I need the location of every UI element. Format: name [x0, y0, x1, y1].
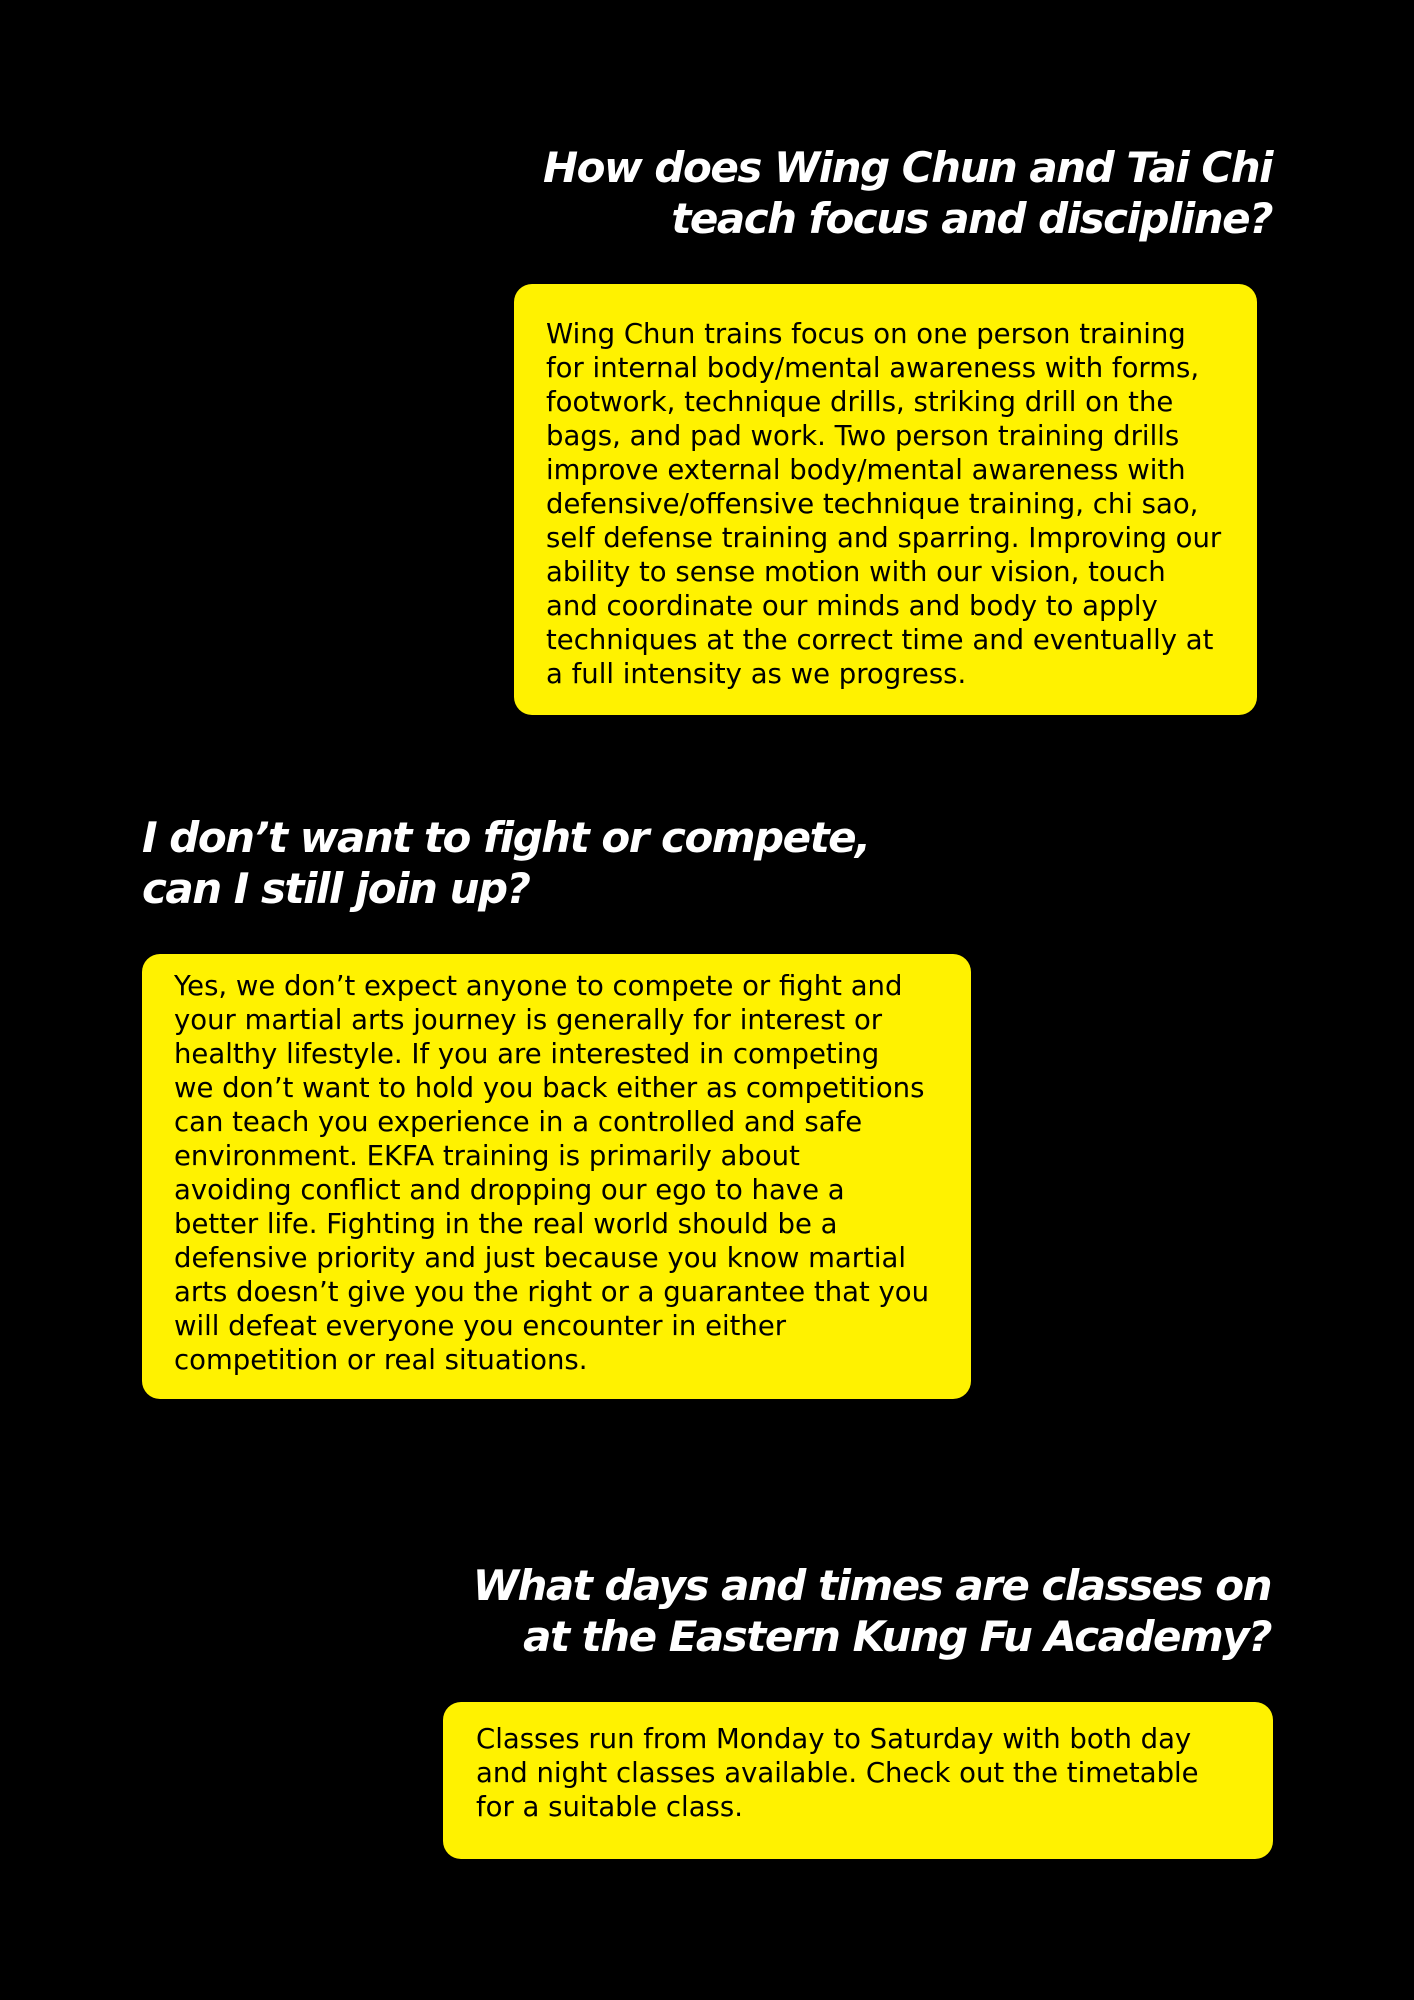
question-line: at the Eastern Kung Fu Academy? — [523, 1612, 1271, 1661]
question-line: How does Wing Chun and Tai Chi — [543, 143, 1272, 192]
answer-line: and night classes available. Check out the timetable — [476, 1757, 1199, 1789]
faq-question-class-times — [473, 1560, 1271, 1662]
answer-line: Yes, we don’t expect anyone to compete or fight and — [174, 970, 903, 1002]
answer-line: will defeat everyone you encounter in either — [174, 1310, 787, 1342]
faq-answer-focus-discipline — [514, 284, 1257, 715]
answer-line: bags, and pad work. Two person training drills — [546, 420, 1180, 452]
answer-line: Classes run from Monday to Saturday with both day — [476, 1723, 1192, 1755]
answer-line: ability to sense motion with our vision, touch — [546, 556, 1166, 588]
answer-line: your martial arts journey is generally for interest or — [174, 1004, 883, 1036]
answer-line: techniques at the correct time and eventually at — [546, 624, 1214, 656]
answer-line: better life. Fighting in the real world should be a — [174, 1208, 838, 1240]
question-line: I don’t want to fight or compete, — [142, 813, 870, 862]
answer-line: defensive/offensive technique training, chi sao, — [546, 488, 1199, 520]
answer-line: and coordinate our minds and body to apply — [546, 590, 1158, 622]
answer-line: avoiding conflict and dropping our ego to have a — [174, 1174, 845, 1206]
answer-line: improve external body/mental awareness with — [546, 454, 1186, 486]
answer-line: can teach you experience in a controlled and safe — [174, 1106, 863, 1138]
faq-answer-fight-compete — [142, 954, 971, 1399]
faq-question-focus-discipline — [543, 142, 1272, 244]
answer-line: for a suitable class. — [476, 1791, 743, 1823]
faq-answer-class-times — [443, 1702, 1273, 1859]
answer-line: environment. EKFA training is primarily about — [174, 1140, 800, 1172]
faq-question-fight-compete — [142, 812, 870, 914]
answer-line: a full intensity as we progress. — [546, 658, 967, 690]
question-line: What days and times are classes on — [472, 1561, 1271, 1610]
answer-line: healthy lifestyle. If you are interested in competing — [174, 1038, 880, 1070]
answer-line: defensive priority and just because you know martial — [174, 1242, 906, 1274]
answer-line: competition or real situations. — [174, 1344, 588, 1376]
answer-line: arts doesn’t give you the right or a guarantee that you — [174, 1276, 930, 1308]
answer-line: for internal body/mental awareness with forms, — [546, 352, 1200, 384]
answer-line: we don’t want to hold you back either as competitions — [174, 1072, 925, 1104]
question-line: can I still join up? — [142, 864, 530, 913]
answer-line: self defense training and sparring. Improving our — [546, 522, 1222, 554]
answer-line: footwork, technique drills, striking drill on the — [546, 386, 1174, 418]
question-line: teach focus and discipline? — [671, 194, 1272, 243]
answer-line: Wing Chun trains focus on one person training — [546, 318, 1186, 350]
